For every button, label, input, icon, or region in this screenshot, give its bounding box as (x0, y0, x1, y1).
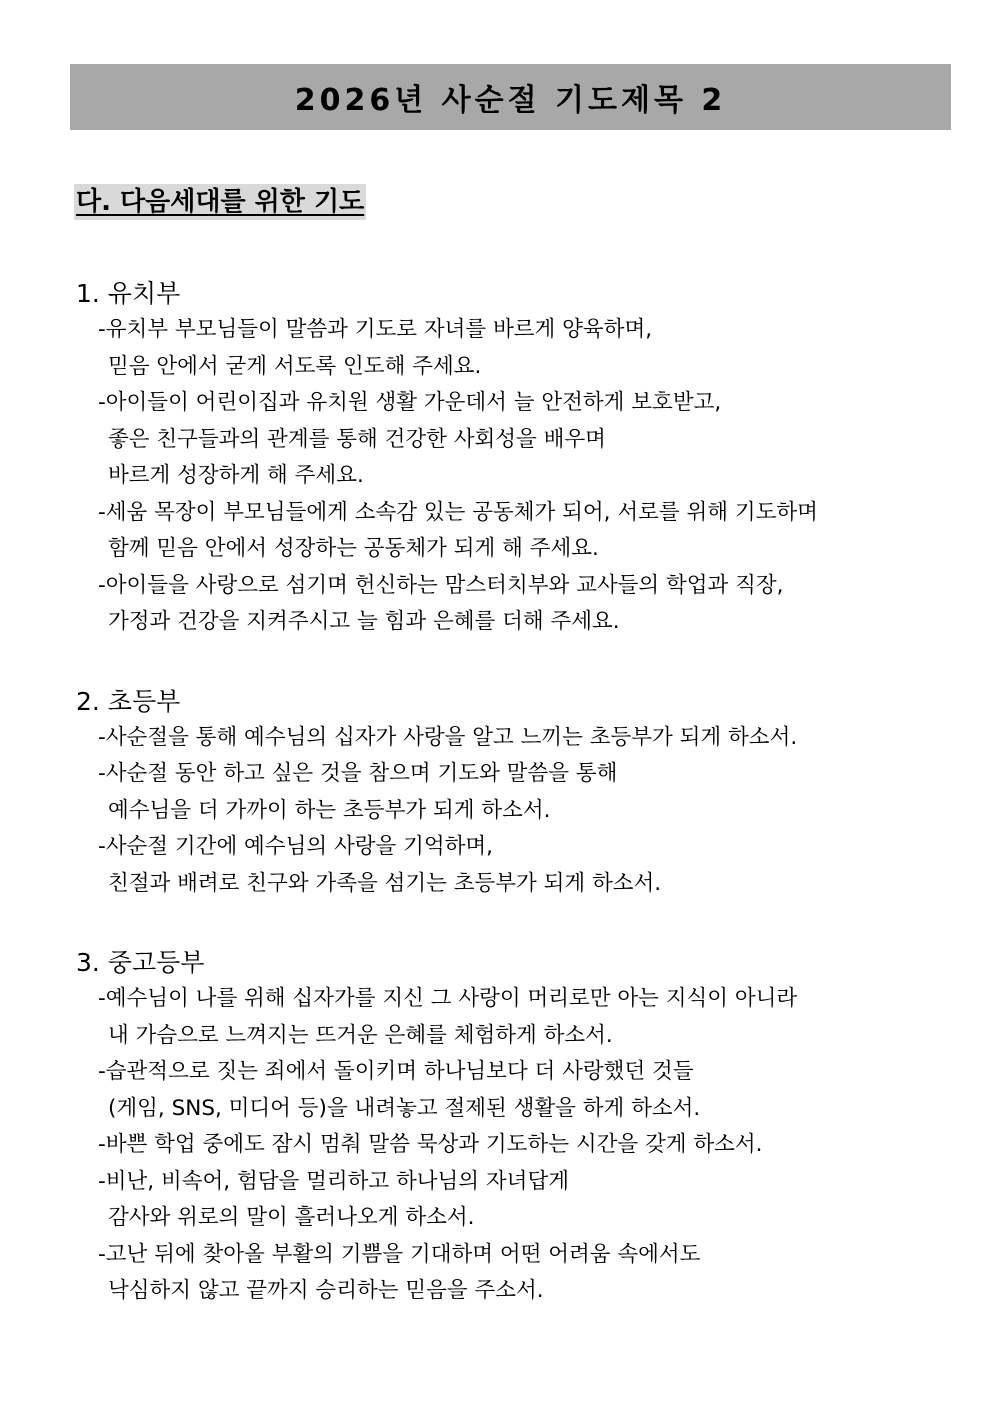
prayer-line: 예수님을 더 가까이 하는 초등부가 되게 하소서. (108, 797, 551, 823)
prayer-line: -사순절을 통해 예수님의 십자가 사랑을 알고 느끼는 초등부가 되게 하소서. (98, 724, 798, 750)
prayer-line: 친절과 배려로 친구와 가족을 섬기는 초등부가 되게 하소서. (108, 870, 662, 896)
prayer-line: -아이들이 어린이집과 유치원 생활 가운데서 늘 안전하게 보호받고, (98, 390, 722, 415)
prayer-line: 낙심하지 않고 끝까지 승리하는 믿음을 주소서. (108, 1278, 544, 1303)
title-banner (70, 64, 951, 130)
section-youth (76, 945, 956, 1310)
prayer-line: 좋은 친구들과의 관계를 통해 건강한 사회성을 배우며 (108, 426, 606, 452)
prayer-line: 바르게 성장하게 해 주세요. (108, 463, 364, 488)
prayer-line: -비난, 비속어, 험담을 멀리하고 하나님의 자녀답게 (98, 1168, 569, 1194)
section-kindergarten (76, 276, 956, 641)
prayer-line: -사순절 동안 하고 싶은 것을 참으며 기도와 말씀을 통해 (98, 761, 618, 786)
prayer-line: -습관적으로 짓는 죄에서 돌이키며 하나님보다 더 사랑했던 것들 (98, 1059, 694, 1084)
prayer-line: 믿음 안에서 굳게 서도록 인도해 주세요. (108, 353, 482, 379)
prayer-line: -예수님이 나를 위해 십자가를 지신 그 사랑이 머리로만 아는 지식이 아니라 (98, 986, 798, 1011)
section-elementary (76, 684, 956, 903)
section-title: 1. 유치부 (76, 279, 181, 308)
prayer-line: 가정과 건강을 지켜주시고 늘 힘과 은혜를 더해 주세요. (108, 609, 620, 634)
section-title: 2. 초등부 (76, 686, 181, 716)
prayer-line: 감사와 위로의 말이 흘러나오게 하소서. (108, 1205, 475, 1230)
prayer-line: -세움 목장이 부모님들에게 소속감 있는 공동체가 되어, 서로를 위해 기도하며 (98, 499, 818, 525)
prayer-line: -고난 뒤에 찾아올 부활의 기쁨을 기대하며 어떤 어려움 속에서도 (98, 1241, 701, 1267)
prayer-line: -사순절 기간에 예수님의 사랑을 기억하며, (98, 834, 494, 859)
prayer-line: -유치부 부모님들이 말씀과 기도로 자녀를 바르게 양육하며, (98, 317, 653, 342)
page-title: 2026년 사순절 기도제목 2 (294, 83, 727, 118)
prayer-line: 내 가슴으로 느껴지는 뜨거운 은혜를 체험하게 하소서. (108, 1022, 613, 1048)
prayer-line: -바쁜 학업 중에도 잠시 멈춰 말씀 묵상과 기도하는 시간을 갖게 하소서. (98, 1132, 763, 1157)
section-heading: 다. 다음세대를 위한 기도 (74, 184, 366, 220)
prayer-line: (게임, SNS, 미디어 등)을 내려놓고 절제된 생활을 하게 하소서. (108, 1095, 701, 1121)
section-title: 3. 중고등부 (76, 948, 205, 977)
prayer-line: 함께 믿음 안에서 성장하는 공동체가 되게 해 주세요. (108, 536, 599, 561)
prayer-content (76, 276, 956, 1353)
prayer-line: -아이들을 사랑으로 섬기며 헌신하는 맘스터치부와 교사들의 학업과 직장, (98, 572, 784, 598)
